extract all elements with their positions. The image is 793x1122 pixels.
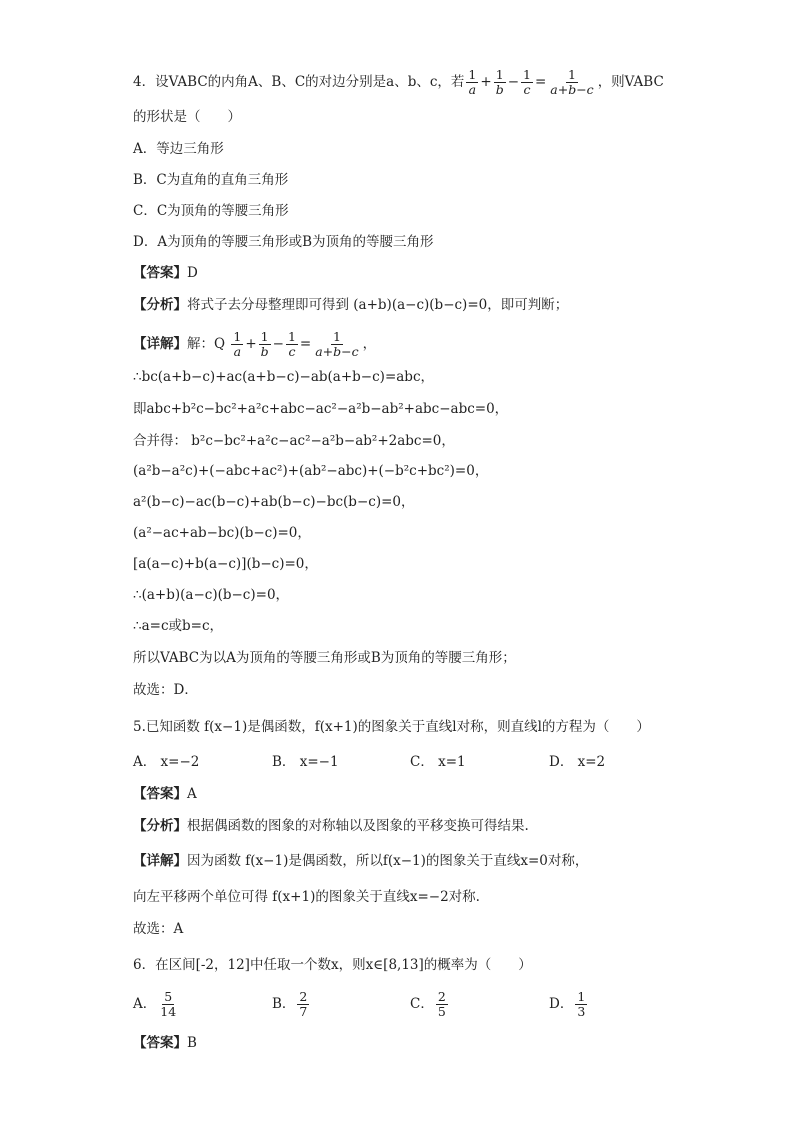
q4-op1: + — [480, 74, 492, 90]
q4-step-1: ∴bc(a+b−c)+ac(a+b−c)−ab(a+b−c)=abc， — [133, 369, 435, 385]
q4-step-6: (a²−ac+ab−bc)(b−c)=0， — [133, 525, 311, 541]
q5-detail: 【详解】因为函数 f(x−1)是偶函数，所以f(x−1)的图象关于直线x=0对称， — [133, 853, 589, 869]
q5-answer: 【答案】A — [133, 786, 197, 802]
q4-step-8: ∴(a+b)(a−c)(b−c)=0， — [133, 587, 290, 603]
q5-option-a: A． x=−2 — [133, 754, 200, 770]
q4-step-9: ∴a=c或b=c， — [133, 618, 224, 634]
analysis-tag: 【分析】 — [133, 297, 187, 313]
q6-option-d: D． $\frac{1}{3}$ — [549, 989, 586, 1019]
q4-step-5: a²(b−c)−ac(b−c)+ab(b−c)−bc(b−c)=0， — [133, 494, 415, 510]
q4-step-10: 所以VABC为以A为顶角的等腰三角形或B为顶角的等腰三角形； — [133, 650, 516, 666]
q5-choose: 故选：A — [133, 921, 184, 937]
q6-option-c-frac: $\frac{2}{5}$ — [437, 989, 446, 1019]
q4-detail-line: 【详解】解：Q $\frac{1}{a}$ + $\frac{1}{b}$ − $\frac{1}{c}$ = $\frac{1}{a+b-c}$ ， — [133, 329, 377, 359]
q4-step-2: 即abc+b²c−bc²+a²c+abc−ac²−a²b−ab²+abc−abc=0， — [133, 401, 509, 417]
q4-stem-line1 — [133, 68, 664, 97]
q4-stem-suffix: ，则VABC — [597, 74, 664, 90]
q4-option-c: C．C为顶角的等腰三角形 — [133, 203, 289, 219]
q4-frac-1-over-c: $\frac{1}{c}$ — [523, 67, 531, 97]
q4-option-b: B．C为直角的直角三角形 — [133, 172, 289, 188]
q4-step-7: [a(a−c)+b(a−c)](b−c)=0， — [133, 556, 318, 572]
detail-frac-1-over-c: $\frac{1}{c}$ — [287, 329, 296, 359]
q6-answer: 【答案】B — [133, 1035, 197, 1051]
analysis-text: 将式子去分母整理即可得到 (a+b)(a−c)(b−c)=0，即可判断； — [187, 297, 569, 313]
answer-value: D — [187, 265, 198, 281]
q4-step-11: 故选：D． — [133, 682, 198, 698]
q5-option-b: B． x=−1 — [272, 754, 339, 770]
q4-step-3: 合并得： b²c−bc²+a²c−ac²−a²b−ab²+2abc=0， — [133, 433, 455, 449]
q4-frac-1-over-a: $\frac{1}{a}$ — [468, 67, 477, 97]
detail-tag: 【详解】 — [133, 336, 187, 352]
q4-frac-rhs: $\frac{1}{a+b-c}$ — [550, 67, 594, 97]
detail-frac-1-over-b: $\frac{1}{b}$ — [260, 329, 269, 359]
q5-stem: 5.已知函数 f(x−1)是偶函数，f(x+1)的图象关于直线l对称，则直线l的方程为（ ） — [133, 719, 650, 735]
q6-option-b-frac: $\frac{2}{7}$ — [299, 989, 308, 1019]
detail-prefix: 解：Q — [187, 336, 226, 352]
q4-stem-prefix: 4．设VABC的内角A、B、C的对边分别是a、b、c，若 — [133, 74, 465, 90]
q4-stem-line2: 的形状是（ ） — [133, 109, 241, 125]
q4-op2: − — [507, 74, 520, 90]
q6-option-d-frac: $\frac{1}{3}$ — [577, 989, 586, 1019]
q5-detail-line2: 向左平移两个单位可得 f(x+1)的图象关于直线x=−2对称. — [133, 889, 480, 905]
q4-answer — [133, 264, 198, 282]
q6-option-a: A． $\frac{5}{14}$ — [133, 989, 177, 1019]
answer-tag: 【答案】 — [133, 265, 187, 281]
q4-frac-1-over-b: $\frac{1}{b}$ — [495, 67, 504, 97]
q4-option-d: D．A为顶角的等腰三角形或B为顶角的等腰三角形 — [133, 234, 434, 250]
q6-option-a-frac: $\frac{5}{14}$ — [160, 989, 177, 1019]
q4-step-4: (a²b−a²c)+(−abc+ac²)+(ab²−abc)+(−b²c+bc²)=0， — [133, 463, 489, 479]
q5-option-c: C． x=1 — [410, 754, 466, 770]
detail-frac-1-over-a: $\frac{1}{a}$ — [233, 329, 242, 359]
q6-stem: 6．在区间[-2，12]中任取一个数x，则x∈[8,13]的概率为（ ） — [133, 957, 532, 973]
q6-option-c: C． $\frac{2}{5}$ — [410, 989, 446, 1019]
q5-option-d: D． x=2 — [549, 754, 606, 770]
q4-op3: = — [534, 74, 547, 90]
detail-frac-rhs: $\frac{1}{a+b-c}$ — [315, 329, 359, 359]
q6-option-b: B． $\frac{2}{7}$ — [272, 989, 308, 1019]
q4-option-a: A．等边三角形 — [133, 141, 224, 157]
q4-analysis — [133, 296, 568, 314]
q5-analysis: 【分析】根据偶函数的图象的对称轴以及图象的平移变换可得结果. — [133, 818, 529, 834]
